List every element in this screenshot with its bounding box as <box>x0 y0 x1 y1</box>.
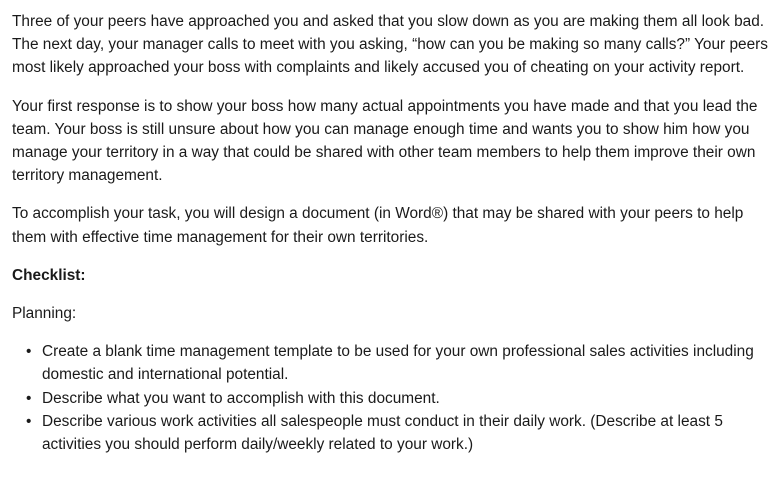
list-item-text: Create a blank time management template to be used for your own professional sales activities including domestic and international potential. <box>42 343 754 384</box>
task-paragraph: To accomplish your task, you will design a document (in Word®) that may be shared with your peers to help them with effective time management for their own territories. <box>12 205 744 246</box>
document-body <box>12 10 774 456</box>
planning-label: Planning: <box>12 305 77 323</box>
list-item <box>26 410 774 456</box>
list-item-text: Describe what you want to accomplish with this document. <box>42 389 440 407</box>
bullet-icon: • <box>26 389 32 407</box>
bullet-icon: • <box>26 412 32 430</box>
list-item <box>26 340 774 386</box>
intro-paragraph: Three of your peers have approached you and asked that you slow down as you are making them all look bad. The next day, your manager calls to meet with you asking, “how can you be making so many calls?” Your peers most likely approached your boss with complaints and likely accused you of cheating on your activity report. <box>12 13 768 77</box>
planning-list <box>12 340 774 456</box>
list-item-text: Describe various work activities all salespeople must conduct in their daily work. (Describe at least 5 activities you should perform daily/weekly related to your work.) <box>42 412 723 454</box>
bullet-icon: • <box>26 343 32 361</box>
response-paragraph: Your first response is to show your boss how many actual appointments you have made and that you lead the team. Your boss is still unsure about how you can manage enough time and wants you to show him how you manage your territory in a way that could be shared with other team members to help them improve their own territory management. <box>12 97 758 185</box>
checklist-heading: Checklist: <box>12 266 86 284</box>
list-item <box>26 387 774 410</box>
